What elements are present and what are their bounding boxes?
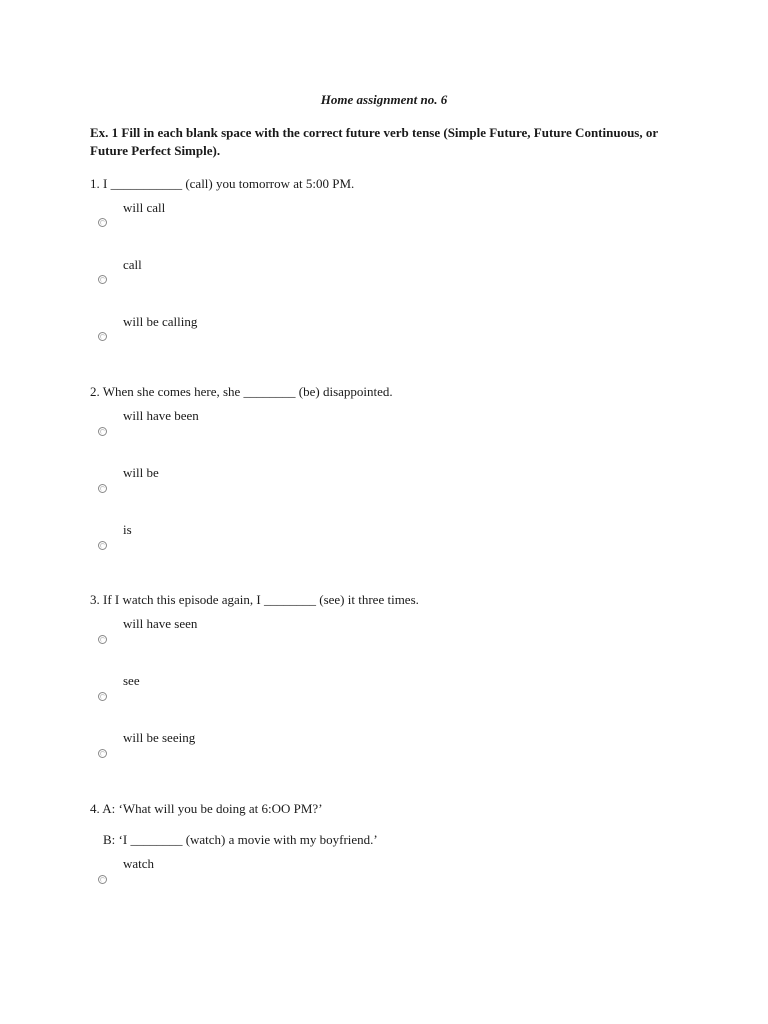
question-2-text: 2. When she comes here, she ________ (be) disappointed. <box>90 384 393 399</box>
question-3-text: 3. If I watch this episode again, I ________ (see) it three times. <box>90 592 419 607</box>
question-2-option-2-radio[interactable] <box>98 484 107 493</box>
question-2-option-2-label: will be <box>123 465 159 480</box>
question-1-option-2-radio[interactable] <box>98 275 107 284</box>
question-1-text: 1. I ___________ (call) you tomorrow at 5:00 PM. <box>90 176 355 191</box>
question-2-option-3-label: is <box>123 522 132 537</box>
question-2-option-3-radio[interactable] <box>98 541 107 550</box>
question-4-subtext: B: ‘I ________ (watch) a movie with my boyfriend.’ <box>103 832 378 847</box>
question-4-text: 4. A: ‘What will you be doing at 6:OO PM?’ <box>90 801 323 816</box>
exercise-instruction: Ex. 1 Fill in each blank space with the correct future verb tense (Simple Future, Future Continuous, or Future Perfect Simple). <box>90 125 658 158</box>
question-3-option-3-radio[interactable] <box>98 749 107 758</box>
question-4-option-1-label: watch <box>123 856 155 871</box>
question-4-option-1-radio[interactable] <box>98 875 107 884</box>
question-3-option-2-label: see <box>123 673 140 688</box>
question-3-option-1-radio[interactable] <box>98 635 107 644</box>
question-3-option-3-label: will be seeing <box>123 730 196 745</box>
question-3-option-1-label: will have seen <box>123 616 198 631</box>
question-2-option-1-label: will have been <box>123 408 199 423</box>
question-1-option-2-label: call <box>123 257 142 272</box>
question-1-option-1-radio[interactable] <box>98 218 107 227</box>
question-2-option-1-radio[interactable] <box>98 427 107 436</box>
question-1-option-3-label: will be calling <box>123 314 198 329</box>
page-title: Home assignment no. 6 <box>320 92 448 107</box>
question-3-option-2-radio[interactable] <box>98 692 107 701</box>
question-1-option-1-label: will call <box>123 200 166 215</box>
question-1-option-3-radio[interactable] <box>98 332 107 341</box>
